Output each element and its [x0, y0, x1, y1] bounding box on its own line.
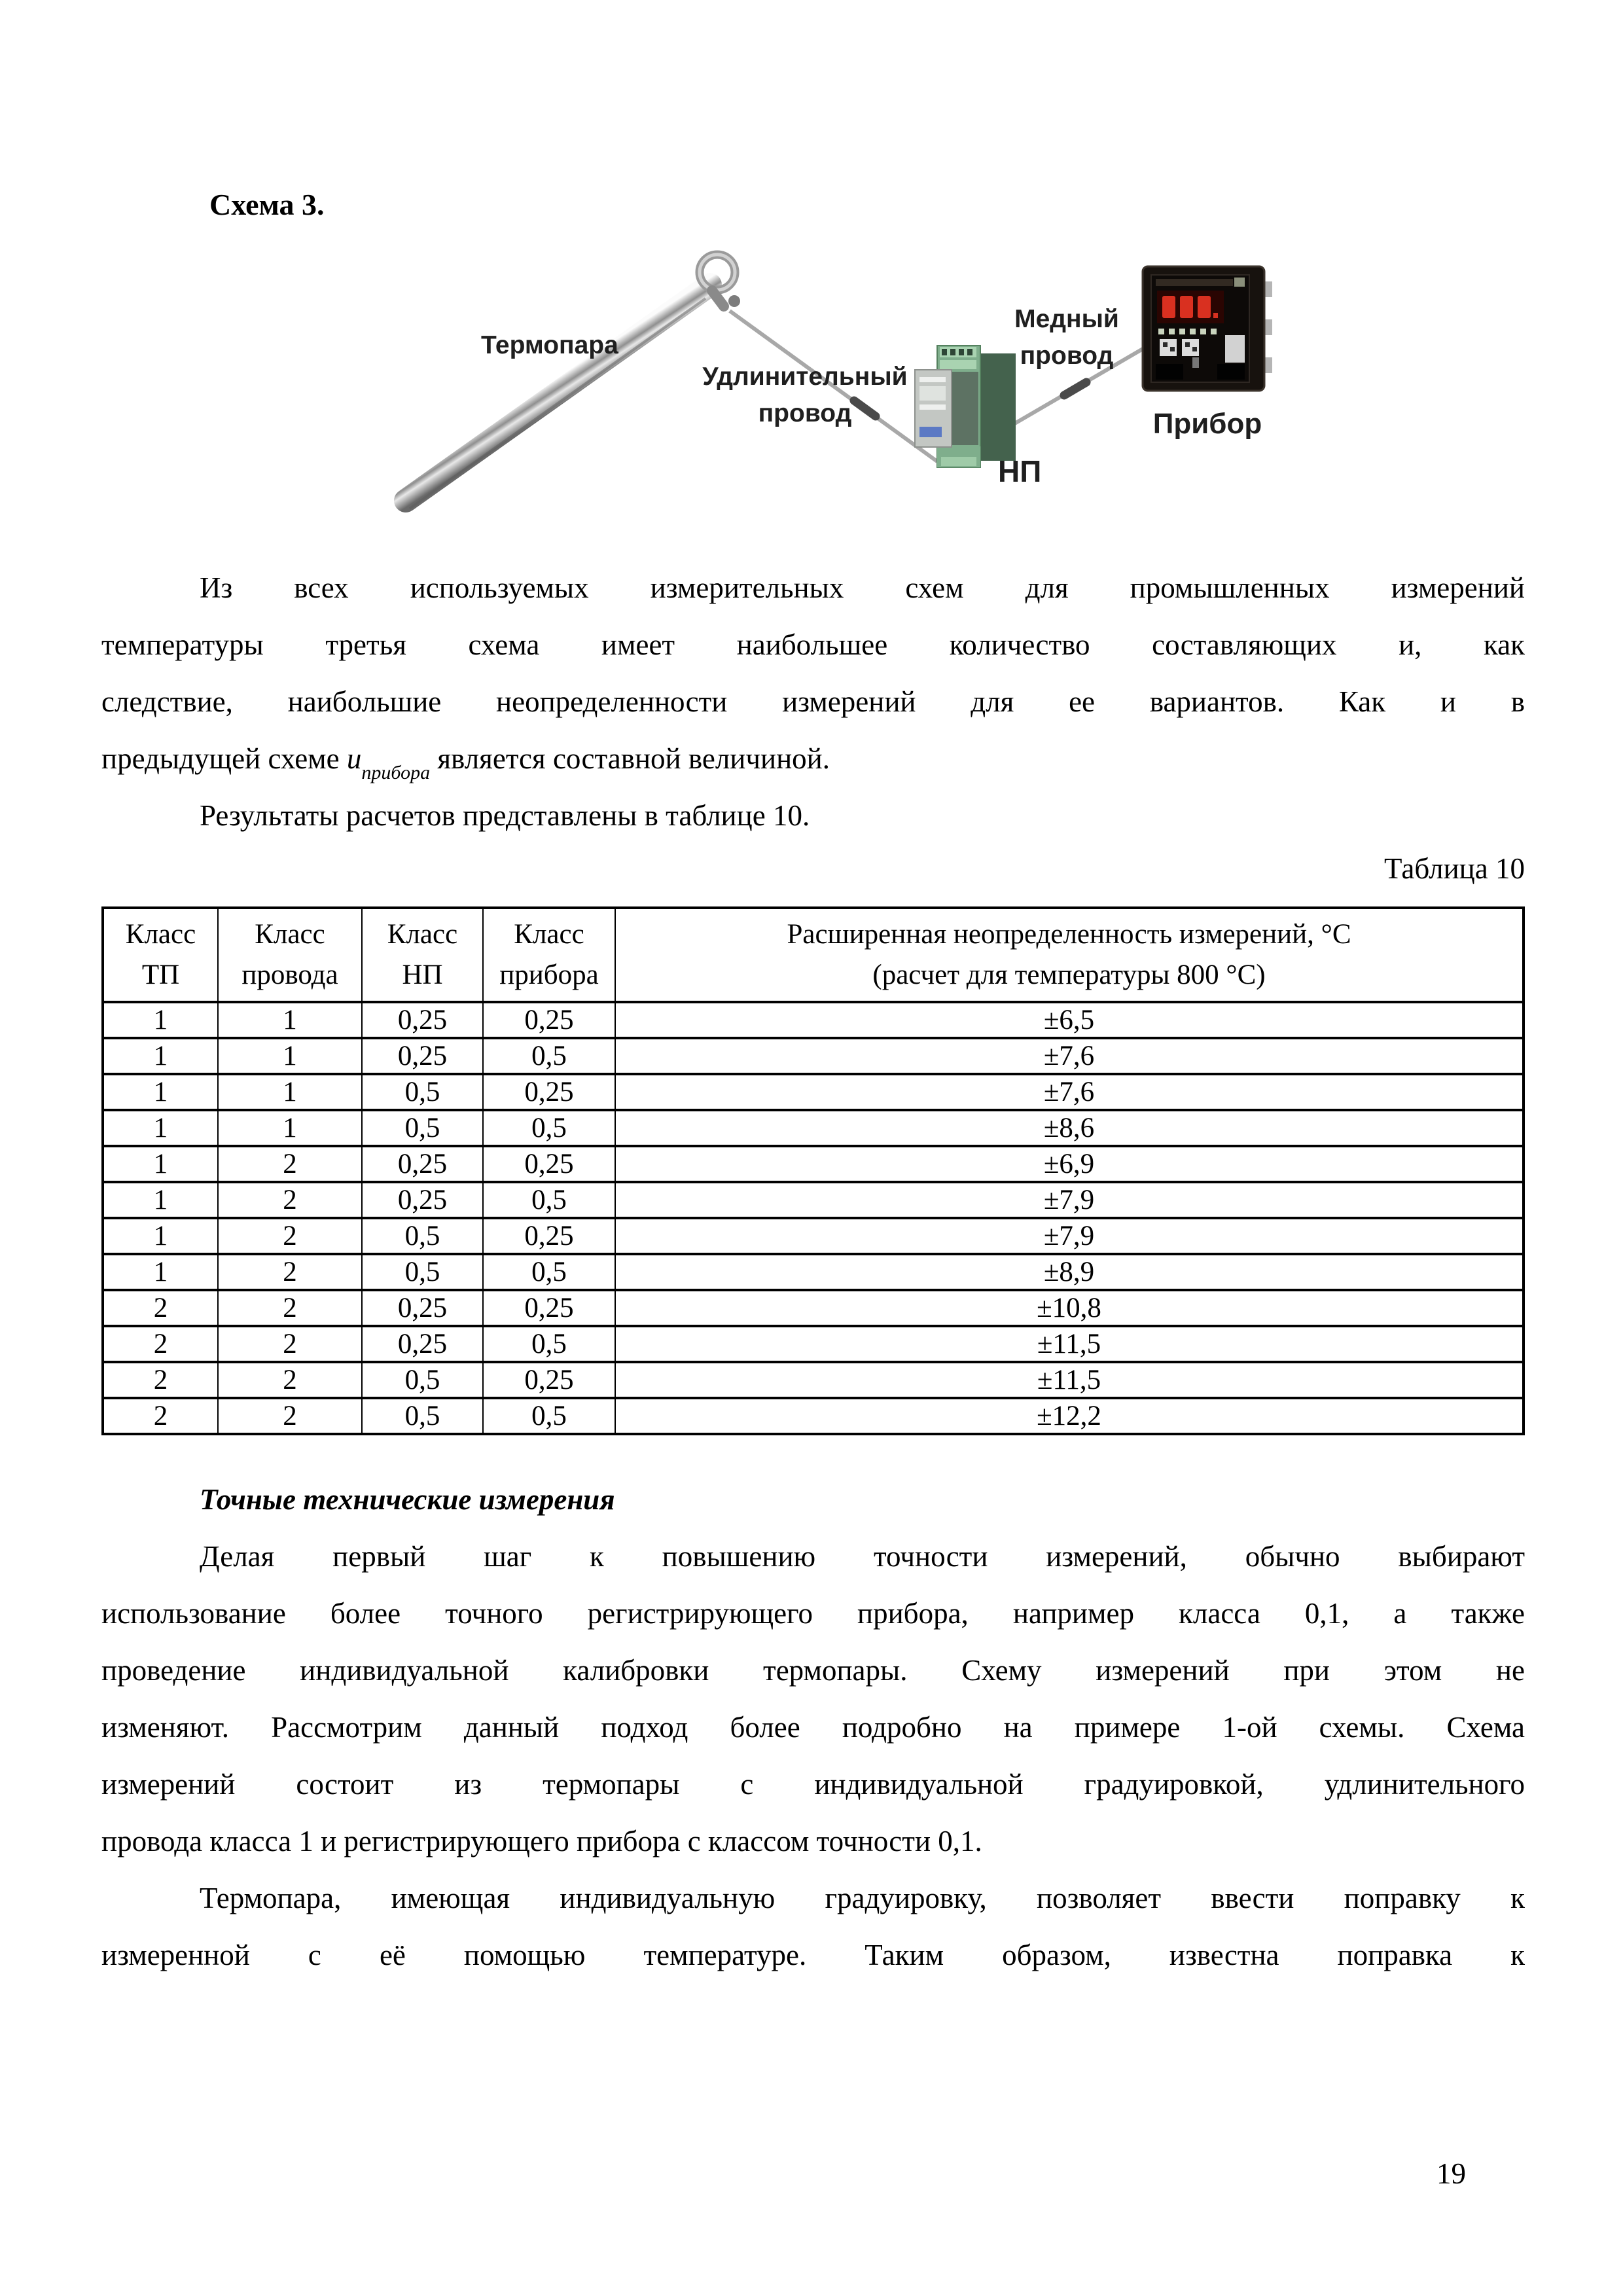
table-cell: 1: [103, 1002, 218, 1038]
copper-wire-ferrule: [1064, 382, 1086, 395]
table-cell: ±12,2: [615, 1398, 1524, 1434]
table-row: [103, 1218, 1524, 1254]
table-cell: ±7,6: [615, 1074, 1524, 1110]
table-cell: 0,25: [483, 1218, 615, 1254]
table-cell: 2: [218, 1146, 362, 1182]
table-cell: 0,25: [362, 1038, 483, 1074]
table-cell: ±7,6: [615, 1038, 1524, 1074]
column-header-wire-class: Класс провода: [218, 908, 362, 1002]
table-row: [103, 1110, 1524, 1146]
paragraph-3: [101, 1528, 1525, 1870]
paragraph-line: проведение индивидуальной калибровки термопары. Схему измерений при этом не: [101, 1654, 1525, 1687]
table-cell: 2: [103, 1290, 218, 1326]
table-cell: 1: [103, 1182, 218, 1218]
table-cell: 1: [218, 1110, 362, 1146]
table-cell: 0,5: [483, 1326, 615, 1362]
table-cell: ±8,9: [615, 1254, 1524, 1290]
paragraph-line: использование более точного регистрирующего прибора, например класса 0,1, а также: [101, 1597, 1525, 1630]
table-cell: 2: [218, 1290, 362, 1326]
paragraph-4: [101, 1870, 1525, 1984]
formula-context-post: является составной величиной.: [437, 742, 830, 775]
figure-scheme-3: [366, 236, 1414, 563]
table-cell: 1: [103, 1254, 218, 1290]
page-number: 19: [1436, 2157, 1466, 2190]
column-header-uncertainty: Расширенная неопределенность измерений, °С (расчет для температуры 800 °С): [615, 908, 1524, 1002]
table-cell: 0,5: [483, 1254, 615, 1290]
table-cell: 2: [103, 1362, 218, 1398]
paragraph-line: Результаты расчетов представлены в таблице 10.: [200, 799, 810, 832]
table-cell: 0,5: [483, 1110, 615, 1146]
table-cell: ±7,9: [615, 1218, 1524, 1254]
label-copper-wire: Медный провод: [1014, 305, 1119, 370]
formula-context-pre: предыдущей схеме: [101, 742, 340, 775]
table-header: [103, 908, 1524, 1002]
table-cell: 2: [103, 1326, 218, 1362]
table-cell: ±7,9: [615, 1182, 1524, 1218]
table-body: [103, 1002, 1524, 1434]
table-cell: ±10,8: [615, 1290, 1524, 1326]
table-row: [103, 1182, 1524, 1218]
table-cell: 1: [218, 1038, 362, 1074]
paragraph-line: изменяют. Рассмотрим данный подход более подробно на примере 1-ой схемы. Схема: [101, 1711, 1525, 1744]
section-title: Схема 3.: [209, 188, 325, 221]
paragraph-line: измерений состоит из термопары с индивидуальной градуировкой, удлинительного: [101, 1768, 1525, 1801]
table-cell: 0,25: [483, 1074, 615, 1110]
paragraph-line: следствие, наибольшие неопределенности измерений для ее вариантов. Как и в: [101, 685, 1525, 718]
table-cell: 2: [218, 1398, 362, 1434]
table-cell: 0,5: [483, 1398, 615, 1434]
table-cell: 2: [218, 1182, 362, 1218]
table-row: [103, 1038, 1524, 1074]
column-header-np-class: Класс НП: [362, 908, 483, 1002]
table-cell: 0,5: [362, 1362, 483, 1398]
paragraph-line: измеренной с её помощью температуре. Таким образом, известна поправка к: [101, 1939, 1525, 1971]
paragraph-1: [101, 560, 1525, 787]
table-cell: 2: [103, 1398, 218, 1434]
table-row: [103, 1074, 1524, 1110]
table-cell: 0,25: [483, 1290, 615, 1326]
paragraph-line: Термопара, имеющая индивидуальную градуировку, позволяет ввести поправку к: [200, 1882, 1525, 1914]
table-cell: ±11,5: [615, 1362, 1524, 1398]
table-cell: 0,5: [362, 1254, 483, 1290]
column-header-device-class: Класс прибора: [483, 908, 615, 1002]
table-cell: 0,25: [362, 1326, 483, 1362]
table-cell: 2: [218, 1218, 362, 1254]
table-cell: 0,25: [483, 1146, 615, 1182]
table-cell: 2: [218, 1326, 362, 1362]
table-header-row: [103, 908, 1524, 1002]
table-row: [103, 1146, 1524, 1182]
label-instrument: Прибор: [1152, 408, 1262, 440]
table-cell: 0,25: [483, 1002, 615, 1038]
paragraph-line: [101, 730, 1525, 787]
uncertainty-table: [101, 906, 1525, 1435]
label-extension-wire: Удлинительный провод: [702, 363, 908, 427]
table-cell: 1: [103, 1038, 218, 1074]
table-cell: 0,25: [362, 1182, 483, 1218]
paragraph-line: Из всех используемых измерительных схем для промышленных измерений: [200, 571, 1525, 604]
paragraph-line: провода класса 1 и регистрирующего прибора с классом точности 0,1.: [101, 1825, 982, 1857]
table-row: [103, 1326, 1524, 1362]
table-cell: 0,25: [362, 1290, 483, 1326]
table-cell: ±8,6: [615, 1110, 1524, 1146]
table-cell: 1: [103, 1146, 218, 1182]
paragraph-2: [101, 787, 1525, 844]
table-row: [103, 1002, 1524, 1038]
table-cell: 0,25: [483, 1362, 615, 1398]
label-thermocouple: Термопара: [481, 331, 618, 359]
table-cell: 0,5: [362, 1110, 483, 1146]
u-device-formula: $u_{прибора}$: [346, 742, 431, 783]
table-cell: 1: [103, 1110, 218, 1146]
table-caption: Таблица 10: [1384, 852, 1525, 885]
table-cell: 0,5: [483, 1038, 615, 1074]
table-cell: 2: [218, 1254, 362, 1290]
table-cell: 2: [218, 1362, 362, 1398]
table-row: [103, 1398, 1524, 1434]
table-cell: 1: [218, 1002, 362, 1038]
table-cell: ±6,5: [615, 1002, 1524, 1038]
paragraph-line: Делая первый шаг к повышению точности измерений, обычно выбирают: [200, 1540, 1525, 1573]
table-cell: ±11,5: [615, 1326, 1524, 1362]
table-row: [103, 1362, 1524, 1398]
table-cell: 0,25: [362, 1002, 483, 1038]
table-cell: ±6,9: [615, 1146, 1524, 1182]
table-cell: 0,5: [362, 1218, 483, 1254]
table-cell: 1: [103, 1074, 218, 1110]
paragraph-line: температуры третья схема имеет наибольшее количество составляющих и, как: [101, 628, 1525, 661]
table-cell: 1: [103, 1218, 218, 1254]
table-cell: 0,25: [362, 1146, 483, 1182]
table-row: [103, 1254, 1524, 1290]
table-row: [103, 1290, 1524, 1326]
table-cell: 0,5: [483, 1182, 615, 1218]
subsection-heading: Точные технические измерения: [200, 1483, 615, 1516]
table-cell: 1: [218, 1074, 362, 1110]
table-cell: 0,5: [362, 1074, 483, 1110]
instrument-device: [1143, 266, 1272, 391]
column-header-tp-class: Класс ТП: [103, 908, 218, 1002]
table-cell: 0,5: [362, 1398, 483, 1434]
label-np-converter: НП: [998, 454, 1042, 488]
